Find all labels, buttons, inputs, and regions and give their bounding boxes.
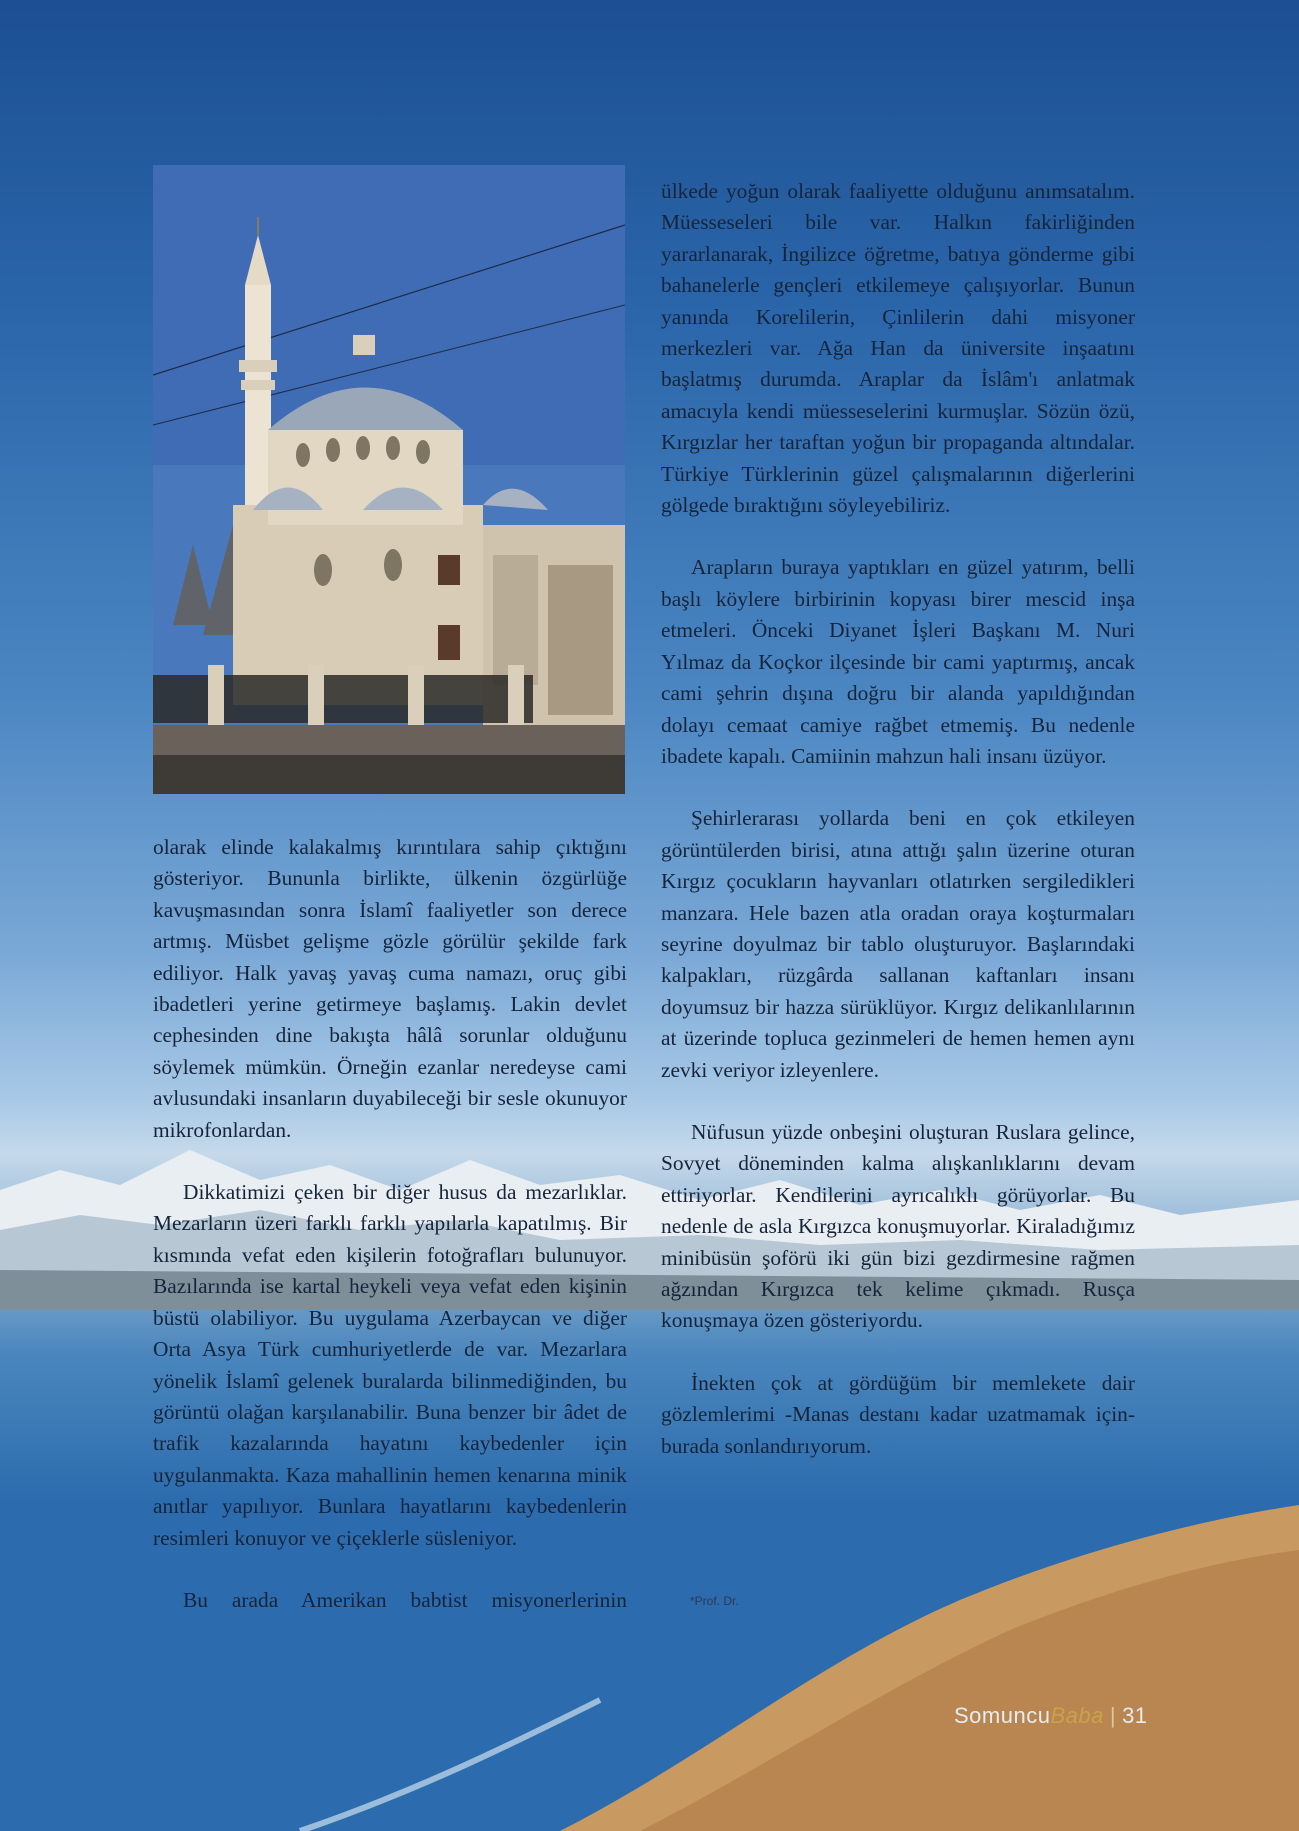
paragraph: Şehirlerarası yollarda beni en çok etkileyen görüntülerden birisi, atına attığı şalın üzerine oturan Kırgız çocukların hayvanları otlatırken sergiledikleri manzara. Hele bazen atla oradan oraya koşturmaları seyrine doyulmaz bir tablo oluşturuyor. Başlarındaki kalpakları, rüzgârda sallanan kaftanları insanı doyumsuz bir hazza sürüklüyor. Kırgız delikanlılarının at üzerinde topluca gezinmeleri de hemen hemen aynı zevki veriyor izleyenlere. — [661, 806, 1135, 1082]
brand-name-part1: Somuncu — [954, 1703, 1051, 1728]
brand-name-part2: Baba — [1050, 1703, 1104, 1728]
paragraph: Nüfusun yüzde onbeşini oluşturan Ruslara gelince, Sovyet döneminden kalma alışkanlıklarını devam ettiriyorlar. Kendilerini ayrıcalıklı görüyorlar. Bu nedenle de asla Kırgızca konuşmuyorlar. Kiraladığımız minibüsün şoförü iki gün bizi gezdirmesine rağmen ağzından Kırgızca tek kelime çıkmadı. Rusça konuşmaya özen gösteriyordu. — [661, 1119, 1135, 1333]
paragraph: İnekten çok at gördüğüm bir memlekete dair gözlemlerimi -Manas destanı kadar uzatmamak için- burada sonlandırıyorum. — [661, 1370, 1135, 1458]
paragraph: Arapların buraya yaptıkları en güzel yatırım, belli başlı köylere birbirinin kopyası birer mescid inşa etmeleri. Önceki Diyanet İşleri Başkanı M. Nuri Yılmaz da Koçkor ilçesinde bir cami yaptırmış, ancak cami şehrin dışına doğru bir alanda yapıldığından dolayı cemaat camiye rağbet etmemiş. Bu nedenle ibadete kapalı. Camiinin mahzun hali insanı üzüyor. — [661, 555, 1135, 768]
magazine-footer — [954, 1703, 1148, 1729]
paragraph: Bu arada Amerikan babtist misyonerlerinin — [183, 1587, 627, 1612]
mosque-photo — [153, 165, 625, 794]
paragraph: Dikkatimizi çeken bir diğer husus da mezarlıklar. Mezarların üzeri farklı farklı yapılarla kapatılmış. Bir kısmında vefat eden kişilerin fotoğrafları bulunuyor. Bazılarında ise kartal heykeli veya vefat eden kişinin büstü olabiliyor. Bu uygulama Azerbaycan ve diğer Orta Asya Türk cumhuriyetlerde de var. Mezarlara yönelik İslamî gelenek buralarda bilinmediğinden, bu görüntü olağan karşılanabilir. Buna benzer bir âdet de trafik kazalarında hayatını kaybedenler için uygulanmakta. Kaza mahallinin hemen kenarına minik anıtlar yapılıyor. Bunlara hayatlarını kaybedenlerin resimleri konuyor ve çiçeklerle süsleniyor. — [153, 1180, 627, 1550]
author-footnote: *Prof. Dr. — [690, 1594, 739, 1608]
footer-separator: | — [1109, 1703, 1117, 1728]
article-column-right — [661, 176, 1135, 1462]
article-column-left — [153, 832, 627, 1616]
paragraph: ülkede yoğun olarak faaliyette olduğunu anımsatalım. Müesseseleri bile var. Halkın fakirliğinden yararlanarak, İngilizce öğretme, batıya gönderme gibi bahanelerle gençleri etkilemeye çalışıyorlar. Bunun yanında Korelilerin, Çinlilerin dahi misyoner merkezleri var. Ağa Han da üniversite inşaatını başlatmış durumda. Araplar da İslâm'ı anlatmak amacıyla kendi müesseselerini kurmuşlar. Sözün özü, Kırgızlar her taraftan yoğun bir propaganda altındalar. Türkiye Türklerinin güzel çalışmalarının diğerlerini gölgede bıraktığını söyleyebiliriz. — [661, 179, 1135, 518]
page-number: 31 — [1122, 1703, 1148, 1728]
paragraph: olarak elinde kalakalmış kırıntılara sahip çıktığını gösteriyor. Bununla birlikte, ülkenin özgürlüğe kavuşmasından sonra İslamî faaliyetler son derece artmış. Müsbet gelişme gözle görülür şekilde fark ediliyor. Halk yavaş yavaş cuma namazı, oruç gibi ibadetleri yerine getirmeye başlamış. Lakin devlet cephesinden dine bakışta hâlâ sorunlar olduğunu söylemek mümkün. Örneğin ezanlar neredeyse cami avlusundaki insanların duyabileceği bir sesle okunuyor mikrofonlardan. — [153, 835, 627, 1142]
